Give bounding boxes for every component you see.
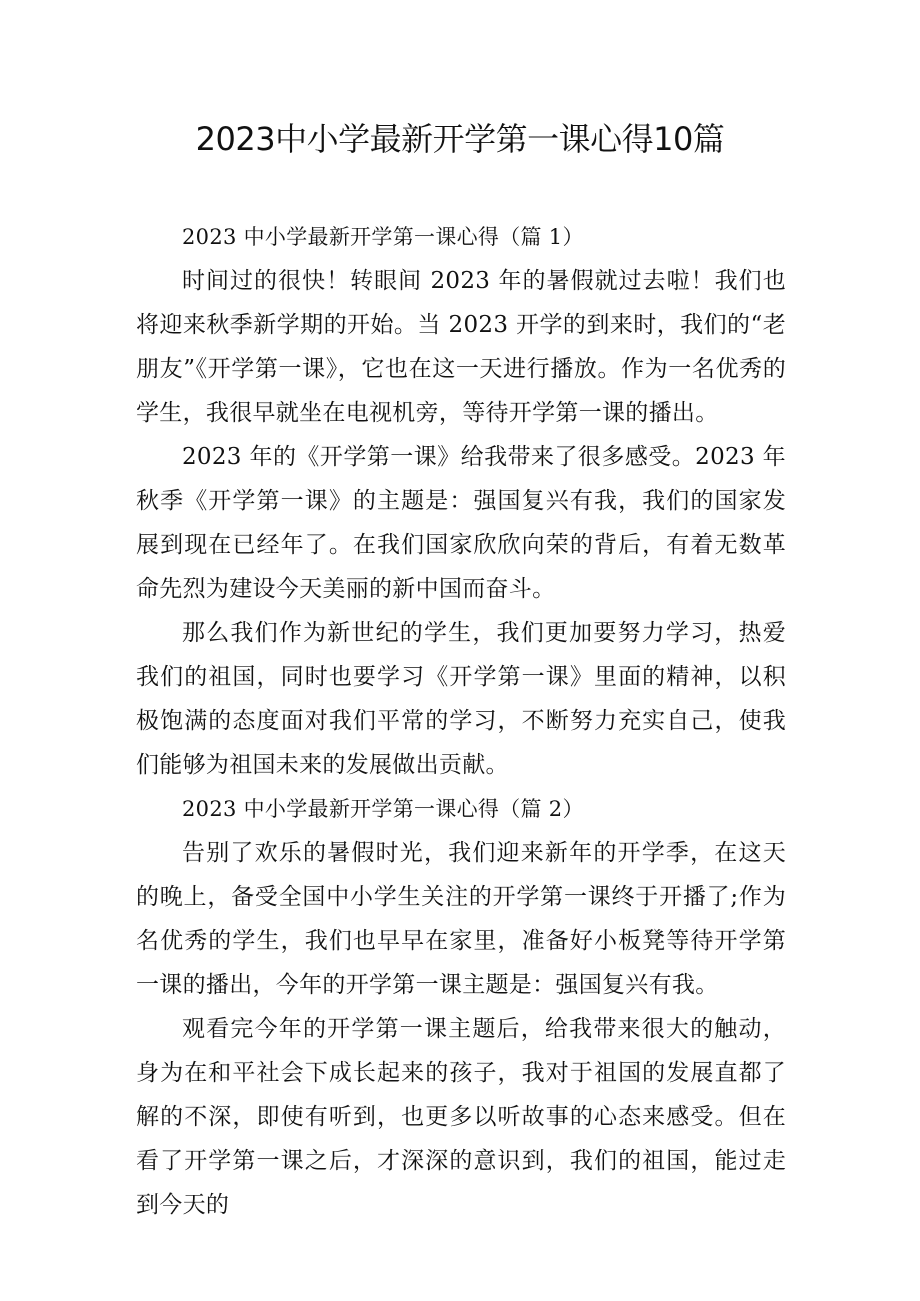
paragraph: 那么我们作为新世纪的学生，我们更加要努力学习，热爱我们的祖国，同时也要学习《开学第一课》里面的精神，以积极饱满的态度面对我们平常的学习，不断努力充实自己，使我们能够为祖国未来的发展做出贡献。 [136,620,786,778]
paragraph: 时间过的很快！转眼间 2023 年的暑假就过去啦！我们也将迎来秋季新学期的开始。当 2023 开学的到来时，我们的“老朋友”《开学第一课》，它也在这一天进行播放。作为一名优秀的学生，我很早就坐在电视机旁，等待开学第一课的播出。 [136,268,786,426]
paragraph: 告别了欢乐的暑假时光，我们迎来新年的开学季，在这天的晚上，备受全国中小学生关注的开学第一课终于开播了;作为名优秀的学生，我们也早早在家里，准备好小板凳等待开学第一课的播出，今年的开学第一课主题是：强国复兴有我。 [136,840,786,998]
section-heading: 2023 中小学最新开学第一课心得（篇 1） [182,225,584,249]
paragraph: 2023 年的《开学第一课》给我带来了很多感受。2023 年秋季《开学第一课》的主题是：强国复兴有我，我们的国家发展到现在已经年了。在我们国家欣欣向荣的背后，有着无数革命先烈为建设今天美丽的新中国而奋斗。 [136,444,786,602]
section-heading: 2023 中小学最新开学第一课心得（篇 2） [182,797,584,821]
document-title: 2023中小学最新开学第一课心得10篇 [195,120,725,158]
paragraph: 观看完今年的开学第一课主题后，给我带来很大的触动，身为在和平社会下成长起来的孩子，我对于祖国的发展直都了解的不深，即使有听到，也更多以听故事的心态来感受。但在看了开学第一课之后，才深深的意识到，我们的祖国，能过走到今天的 [136,1016,786,1218]
document-body [136,215,786,1227]
